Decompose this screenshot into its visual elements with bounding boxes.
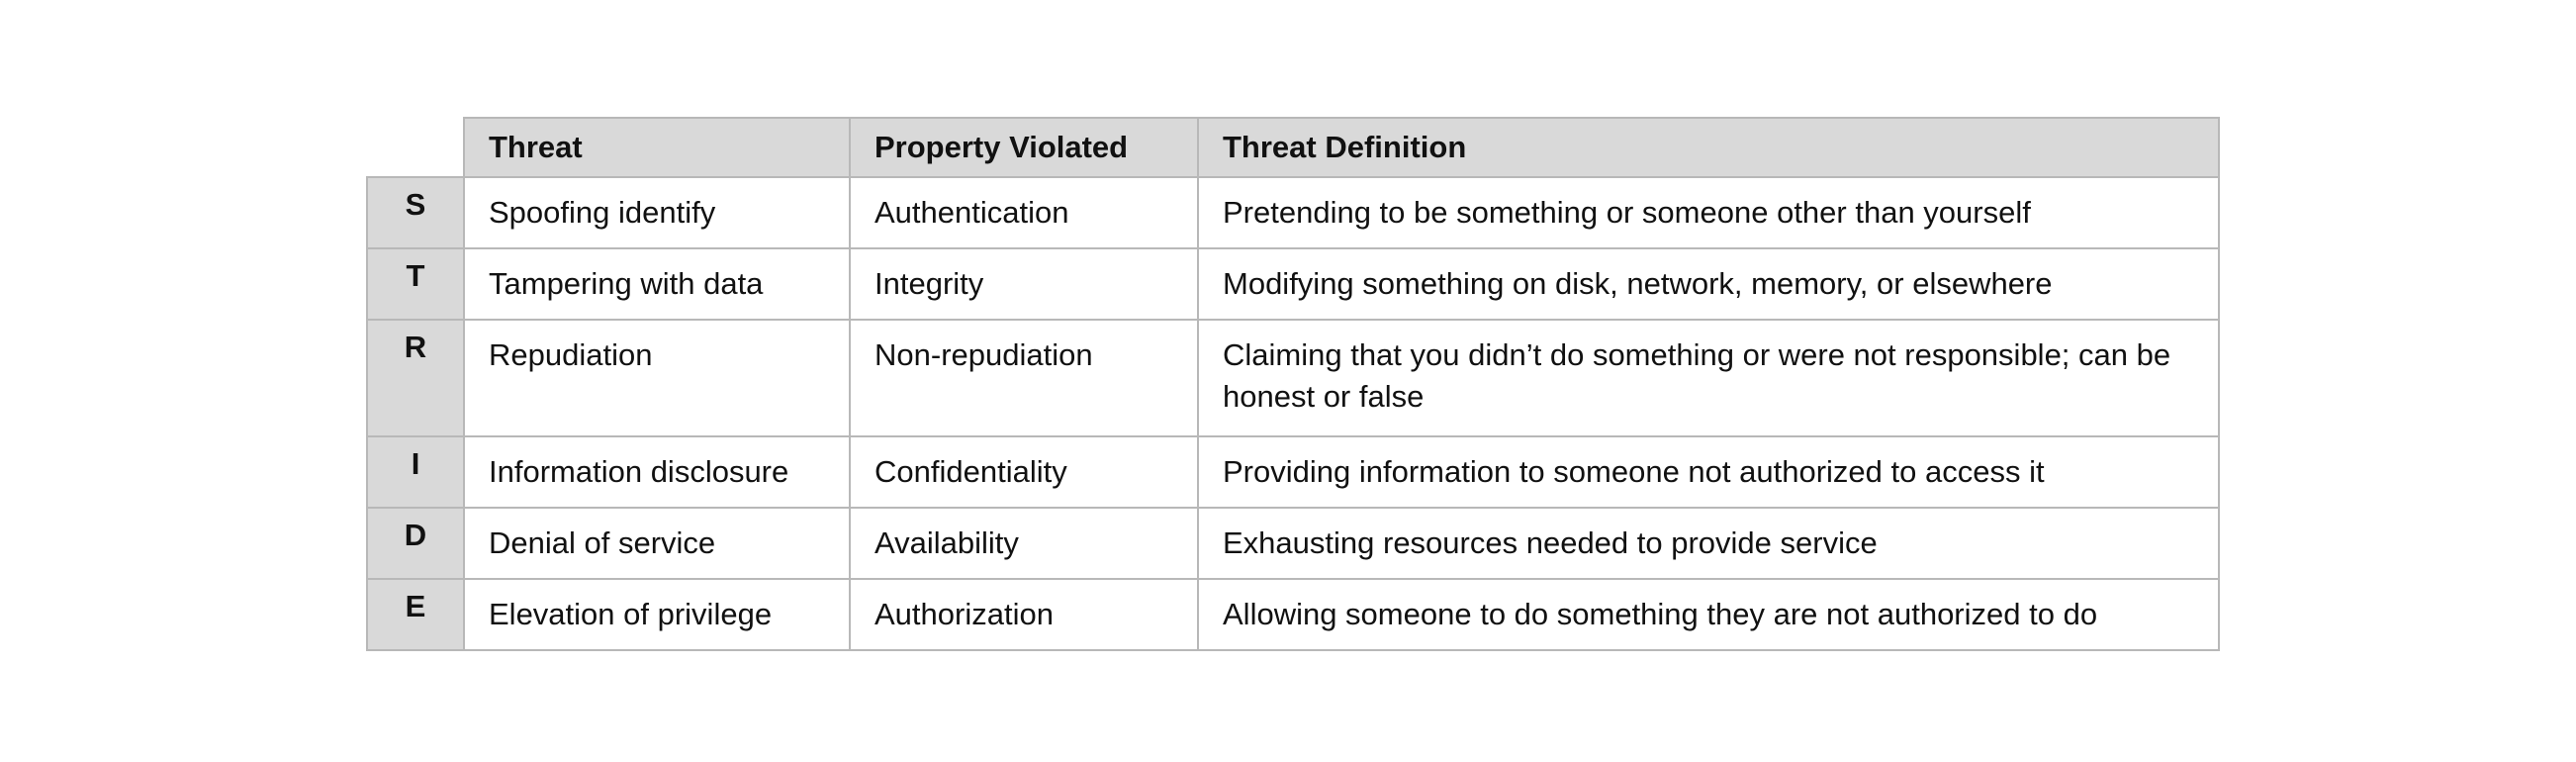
threat-cell: Elevation of privilege [464, 579, 850, 650]
table-row [367, 320, 2219, 436]
property-cell: Confidentiality [850, 436, 1198, 508]
table-row [367, 579, 2219, 650]
property-cell: Availability [850, 508, 1198, 579]
stride-letter: R [367, 320, 464, 436]
property-cell: Non-repudiation [850, 320, 1198, 436]
table-row [367, 508, 2219, 579]
definition-cell: Modifying something on disk, network, memory, or elsewhere [1198, 248, 2219, 320]
stride-letter: I [367, 436, 464, 508]
table-body [367, 177, 2219, 650]
stride-letter: S [367, 177, 464, 248]
property-cell: Authentication [850, 177, 1198, 248]
definition-cell: Claiming that you didn’t do something or were not responsible; can be honest or false [1198, 320, 2219, 436]
stride-letter: T [367, 248, 464, 320]
property-cell: Integrity [850, 248, 1198, 320]
corner-cell [367, 118, 464, 177]
table-row [367, 177, 2219, 248]
header-row [367, 118, 2219, 177]
definition-cell: Exhausting resources needed to provide service [1198, 508, 2219, 579]
header-property-violated: Property Violated [850, 118, 1198, 177]
stride-letter: D [367, 508, 464, 579]
table-row [367, 248, 2219, 320]
threat-cell: Information disclosure [464, 436, 850, 508]
table-row [367, 436, 2219, 508]
stride-threat-table [366, 117, 2220, 651]
property-cell: Authorization [850, 579, 1198, 650]
threat-cell: Tampering with data [464, 248, 850, 320]
table-header [367, 118, 2219, 177]
threat-cell: Denial of service [464, 508, 850, 579]
definition-cell: Pretending to be something or someone other than yourself [1198, 177, 2219, 248]
threat-cell: Repudiation [464, 320, 850, 436]
definition-cell: Allowing someone to do something they are not authorized to do [1198, 579, 2219, 650]
stride-letter: E [367, 579, 464, 650]
header-threat: Threat [464, 118, 850, 177]
threat-cell: Spoofing identify [464, 177, 850, 248]
header-threat-definition: Threat Definition [1198, 118, 2219, 177]
definition-cell: Providing information to someone not authorized to access it [1198, 436, 2219, 508]
